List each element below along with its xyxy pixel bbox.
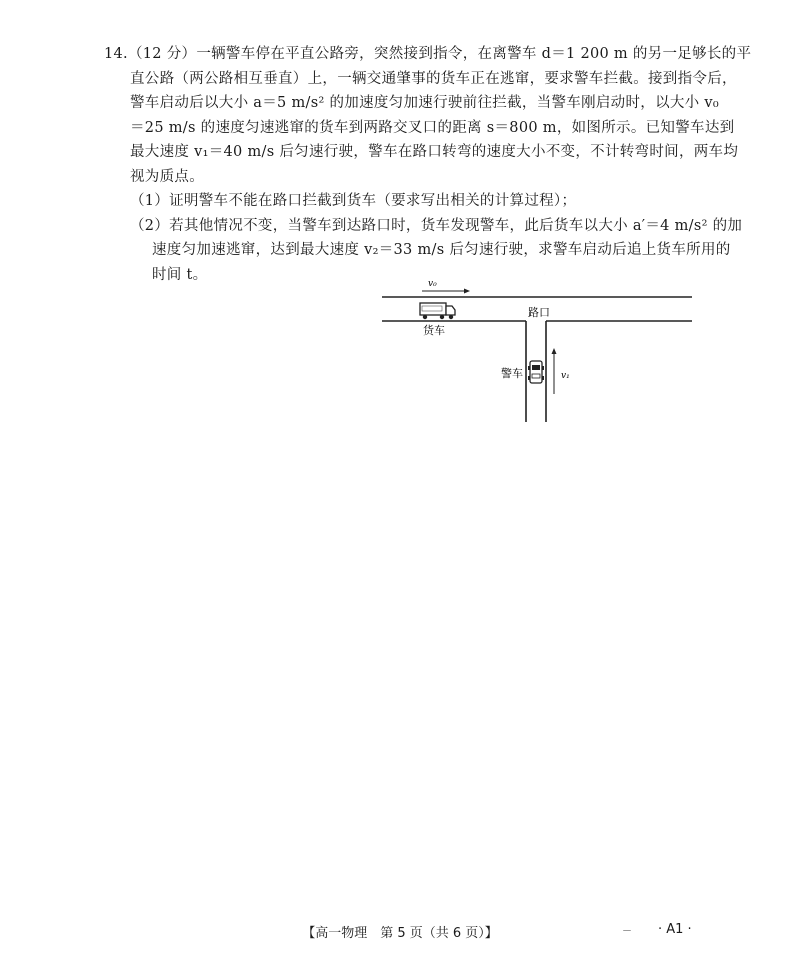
police-velocity-arrow — [552, 348, 557, 394]
footer-page-info: 【高一物理 第 5 页（共 6 页）】 — [302, 926, 498, 941]
problem-line-6: 视为质点。 — [130, 168, 204, 185]
problem-14 — [104, 42, 752, 287]
police-velocity-label: v₁ — [561, 371, 570, 381]
problem-line-2: 直公路（两公路相互垂直）上，一辆交通肇事的货车正在逃窜，要求警车拦截。接到指令后， — [130, 70, 737, 87]
truck-label: 货车 — [423, 324, 445, 337]
problem-part-2-line-3: 时间 t。 — [152, 266, 208, 283]
intersection-label: 路口 — [528, 306, 550, 319]
page-footer — [0, 922, 800, 942]
problem-part-2-line-2: 速度匀加速逃窜，达到最大速度 v₂＝33 m/s 后匀速行驶，求警车启动后追上货车所用的 — [152, 242, 731, 258]
police-car-icon — [528, 361, 544, 383]
problem-line-4: ＝25 m/s 的速度匀速逃窜的货车到两路交叉口的距离 s＝800 m，如图所示。已知警车达到 — [130, 119, 735, 136]
problem-part-2-line-1: （2）若其他情况不变，当警车到达路口时，货车发现警车，此后货车以大小 a′＝4 m/s² 的加 — [130, 217, 743, 234]
footer-paper-code: · A1 · — [658, 922, 692, 937]
police-car-label: 警车 — [501, 367, 523, 380]
truck-icon — [420, 303, 455, 319]
problem-line-1: 14.（12 分）一辆警车停在平直公路旁，突然接到指令，在离警车 d＝1 200 m 的另一足够长的平 — [104, 46, 752, 62]
problem-line-3: 警车启动后以大小 a＝5 m/s² 的加速度匀加速行驶前往拦截，当警车刚启动时，以大小 v₀ — [130, 95, 719, 111]
problem-line-5: 最大速度 v₁＝40 m/s 后匀速行驶，警车在路口转弯的速度大小不变，不计转弯时间，两车均 — [130, 144, 739, 160]
truck-velocity-arrow — [422, 289, 470, 294]
truck-velocity-label: v₀ — [428, 279, 437, 289]
intersection-diagram — [380, 270, 700, 430]
footer-dash: － — [622, 926, 632, 937]
problem-part-1: （1）证明警车不能在路口拦截到货车（要求写出相关的计算过程）； — [130, 193, 577, 209]
